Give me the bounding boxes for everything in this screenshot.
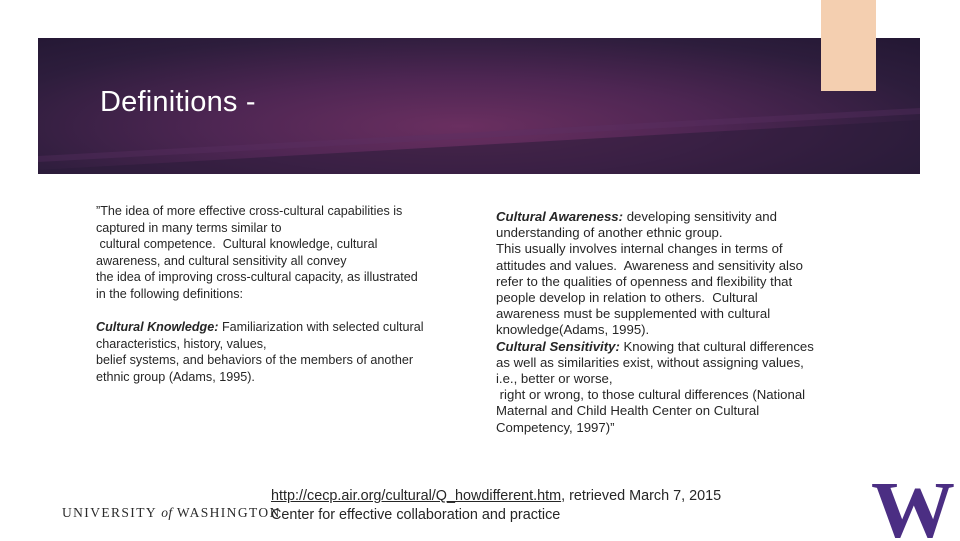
definition-line: understanding of another ethnic group. bbox=[496, 225, 723, 241]
retrieved-date: , retrieved March 7, 2015 bbox=[561, 488, 722, 504]
intro-line: captured in many terms similar to bbox=[96, 220, 282, 235]
intro-line: ”The idea of more effective cross-cultural capabilities is bbox=[96, 204, 403, 218]
definition-line: knowledge(Adams, 1995). bbox=[496, 322, 650, 338]
source-organization: Center for effective collaboration and practice bbox=[271, 507, 561, 523]
intro-line: cultural competence. Cultural knowledge, cultural bbox=[96, 237, 378, 251]
cultural-awareness-definition bbox=[496, 209, 874, 339]
university-wordmark: UNIVERSITY of WASHINGTON bbox=[62, 505, 281, 520]
definition-text: Knowing that cultural differences bbox=[619, 338, 814, 354]
definition-line: Maternal and Child Health Center on Cultural bbox=[496, 403, 760, 419]
definition-line: right or wrong, to those cultural differences (National bbox=[496, 387, 806, 403]
accent-tab bbox=[821, 0, 876, 91]
source-link[interactable]: http://cecp.air.org/cultural/Q_howdifferent.htm bbox=[271, 488, 562, 504]
definition-text: Familiarization with selected cultural bbox=[218, 320, 424, 334]
intro-line: in the following definitions: bbox=[96, 286, 244, 301]
definition-line: as well as similarities exist, without assigning values, bbox=[496, 354, 804, 370]
uw-w-logo bbox=[868, 479, 958, 541]
logo-letter: W bbox=[871, 479, 955, 541]
definition-line: attitudes and values. Awareness and sensitivity also bbox=[496, 257, 803, 273]
cultural-sensitivity-definition bbox=[496, 339, 874, 436]
intro-line: the idea of improving cross-cultural capacity, as illustrated bbox=[96, 270, 418, 284]
cultural-sensitivity-term: Cultural Sensitivity: bbox=[496, 338, 620, 354]
cultural-awareness-term: Cultural Awareness: bbox=[496, 209, 624, 224]
definition-line: people develop in relation to others. Cultural bbox=[496, 290, 758, 306]
definition-line: belief systems, and behaviors of the members of another bbox=[96, 353, 414, 367]
definition-line: Competency, 1997)” bbox=[496, 419, 615, 435]
cultural-knowledge-term: Cultural Knowledge: bbox=[96, 320, 219, 334]
intro-line: awareness, and cultural sensitivity all convey bbox=[96, 253, 347, 268]
intro-paragraph bbox=[96, 203, 468, 302]
cultural-knowledge-definition bbox=[96, 319, 468, 385]
definition-line: This usually involves internal changes in terms of bbox=[496, 241, 783, 257]
source-citation bbox=[271, 487, 721, 525]
right-text-column bbox=[496, 209, 874, 436]
definition-line: characteristics, history, values, bbox=[96, 336, 267, 351]
slide-title: Definitions - bbox=[100, 86, 256, 118]
definition-line: i.e., better or worse, bbox=[496, 371, 613, 387]
definition-line: awareness must be supplemented with cultural bbox=[496, 306, 771, 322]
definition-line: ethnic group (Adams, 1995). bbox=[96, 369, 255, 384]
left-text-column bbox=[96, 203, 468, 385]
definition-text: developing sensitivity and bbox=[623, 209, 777, 224]
citation-line bbox=[271, 487, 721, 506]
definition-line: refer to the qualities of openness and flexibility that bbox=[496, 273, 793, 289]
